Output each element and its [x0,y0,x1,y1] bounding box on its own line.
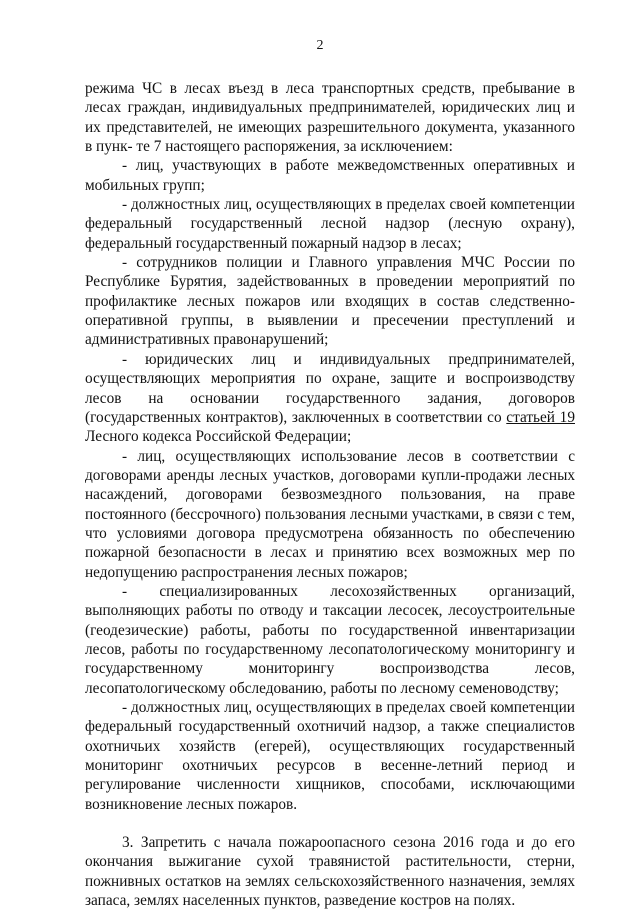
clause-3-burning-prohibition: 3. Запретить с начала пожароопасного сезона 2016 года и до его окончания выжигание сухой травянистой растительности, стерни, пожнивных остатков на землях сельскохозяйственного назначения, землях запаса, землях населенных пунктов, разведение костров на полях. [85,834,575,910]
paragraph-continuation: режима ЧС в лесах въезд в леса транспортных средств, пребывание в лесах граждан, индивидуальных предпринимателей, юридических лиц и их представителей, не имеющих разрешительного документа, указанного в пунк- те 7 настоящего распоряжения, за исключением: [85,80,575,156]
exception-item-forestry-organizations: - специализированных лесохозяйственных организаций, выполняющих работы по отводу и таксации лесосек, лесоустроительные (геодезические) работы, работы по государственной инвентаризации лесов, работы по государственному лесопатологическому мониторингу и государственному мониторингу воспроизводства лесов, лесопатологическому обследованию, работы по лесному семеноводству; [85,582,575,697]
document-body [85,79,575,910]
exception-item-police-emergency: - сотрудников полиции и Главного управления МЧС России по Республике Бурятия, задействованных в проведении мероприятий по профилактике лесных пожаров или входящих в состав следственно-оперативной группы, в выявлении и пресечении преступлений и административных правонарушений; [85,254,575,349]
exception-item-operative-groups: - лиц, участвующих в работе межведомственных оперативных и мобильных групп; [85,157,575,194]
forest-code-article-link[interactable]: статьей 19 [506,408,575,426]
exception-item-forest-users: - лиц, осуществляющих использование лесов в соответствии с договорами аренды лесных участков, договорами купли-продажи лесных насаждений, договорами безвозмездного пользования, на праве постоянного (бессрочного) пользования лесными участками, в связи с тем, что условиями договора предусмотрена обязанность по обеспечению пожарной безопасности в лесах и принятию всех возможных мер по недопущению распространения лесных пожаров; [85,447,575,581]
exception-item-legal-entities [85,350,575,447]
paragraph-spacer [85,814,575,833]
legal-entities-text-start: - юридических лиц и индивидуальных предпринимателей, осуществляющих мероприятия по охране, защите и воспроизводству лесов на основании государственного задания, договоров (государственных контрактов), заключенных в соответствии со [85,350,575,426]
legal-entities-text-end: Лесного кодекса Российской Федерации; [85,428,352,446]
exception-item-forest-supervision: - должностных лиц, осуществляющих в пределах своей компетенции федеральный государственный лесной надзор (лесную охрану), федеральный государственный пожарный надзор в лесах; [85,196,575,252]
page-number: 2 [316,38,324,53]
exception-item-hunting-supervision: - должностных лиц, осуществляющих в пределах своей компетенции федеральный государственный охотничий надзор, а также специалистов охотничьих хозяйств (егерей), осуществляющих государственный мониторинг охотничьих ресурсов в весенне-летний период и регулирование численности хищников, способами, исключающими возникновение лесных пожаров. [85,699,575,813]
